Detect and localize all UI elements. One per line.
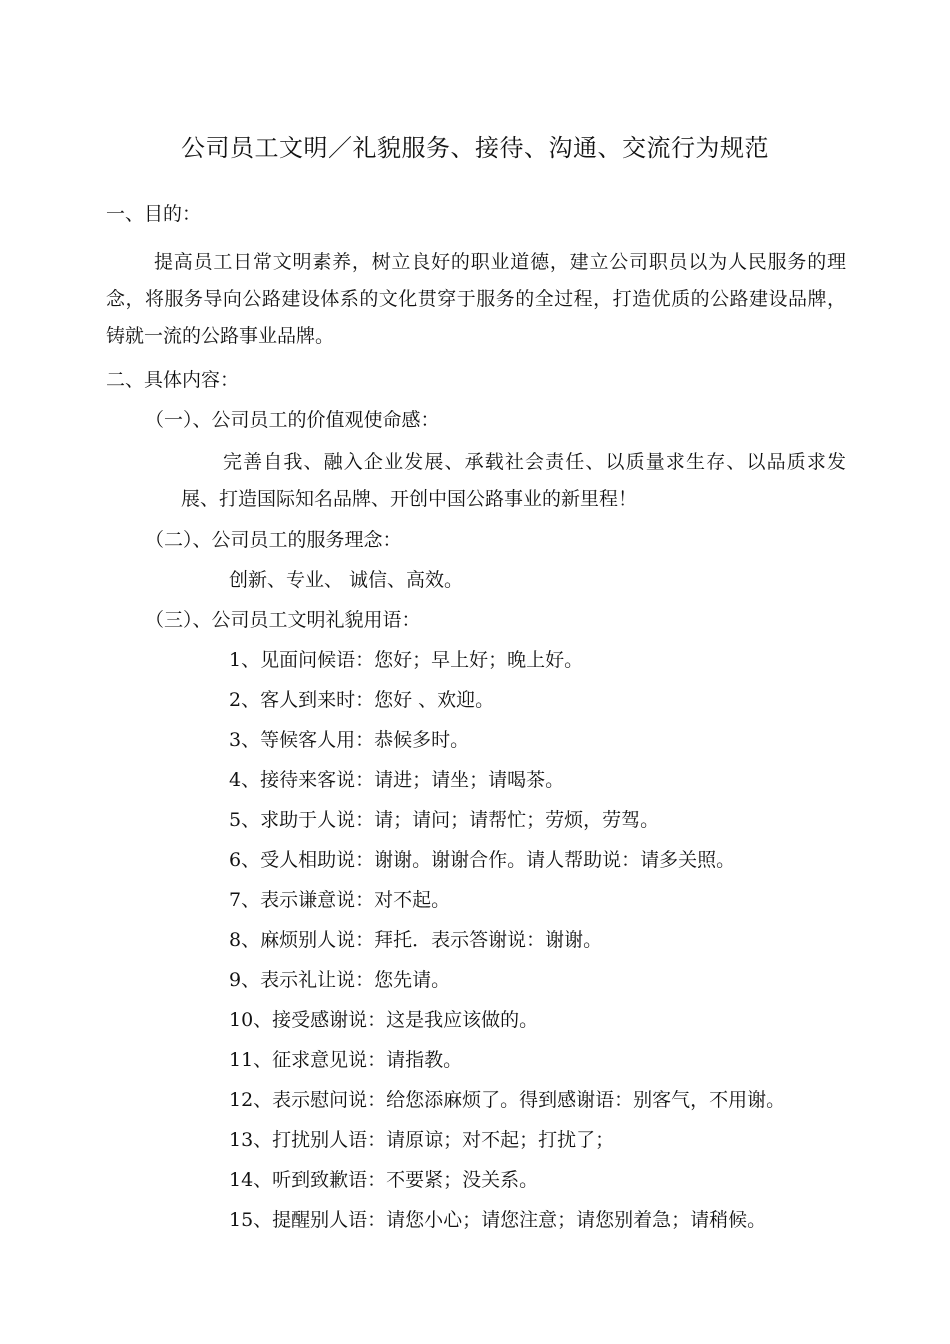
sub2-heading: （二）、公司员工的服务理念： xyxy=(145,529,402,551)
list-item: 3、等候客人用：恭候多时。 xyxy=(229,729,470,751)
list-item: 15、提醒别人语：请您小心；请您注意；请您别着急；请稍候。 xyxy=(229,1209,767,1231)
list-item: 12、表示慰问说：给您添麻烦了。得到感谢语：别客气，不用谢。 xyxy=(229,1089,786,1111)
page-title: 公司员工文明／礼貌服务、接待、沟通、交流行为规范 xyxy=(181,134,769,162)
list-item: 7、表示谦意说：对不起。 xyxy=(229,889,451,911)
list-item: 6、受人相助说：谢谢。谢谢合作。请人帮助说：请多关照。 xyxy=(229,849,736,871)
list-item: 5、求助于人说：请；请问；请帮忙；劳烦，劳驾。 xyxy=(229,809,660,831)
list-item: 14、听到致歉语：不要紧；没关系。 xyxy=(229,1169,539,1191)
sub1-heading: （一）、公司员工的价值观使命感： xyxy=(145,409,440,431)
list-item: 2、客人到来时：您好 、欢迎。 xyxy=(229,689,495,711)
list-item: 10、接受感谢说：这是我应该做的。 xyxy=(229,1009,539,1031)
list-item: 4、接待来客说：请进；请坐；请喝茶。 xyxy=(229,769,565,791)
sub3-heading: （三）、公司员工文明礼貌用语： xyxy=(145,609,421,631)
list-item: 9、表示礼让说：您先请。 xyxy=(229,969,451,991)
section1-heading: 一、目的： xyxy=(106,203,202,225)
list-item: 11、征求意见说：请指教。 xyxy=(229,1049,463,1071)
list-item: 1、见面问候语：您好；早上好；晚上好。 xyxy=(229,649,584,671)
sub2-text: 创新、专业、 诚信、高效。 xyxy=(229,569,464,591)
list-item: 8、麻烦别人说：拜托．表示答谢说：谢谢。 xyxy=(229,929,603,951)
sub1-paragraph: 完善自我、融入企业发展、承载社会责任、以质量求生存、以品质求发展、打造国际知名品牌、开创中国公路事业的新里程！ xyxy=(181,451,846,510)
section2-heading: 二、具体内容： xyxy=(106,369,240,391)
list-item: 13、打扰别人语：请原谅；对不起；打扰了； xyxy=(229,1129,615,1151)
section1-paragraph: 提高员工日常文明素养，树立良好的职业道德，建立公司职员以为人民服务的理念，将服务导向公路建设体系的文化贯穿于服务的全过程，打造优质的公路建设品牌，铸就一流的公路事业品牌。 xyxy=(106,251,846,347)
